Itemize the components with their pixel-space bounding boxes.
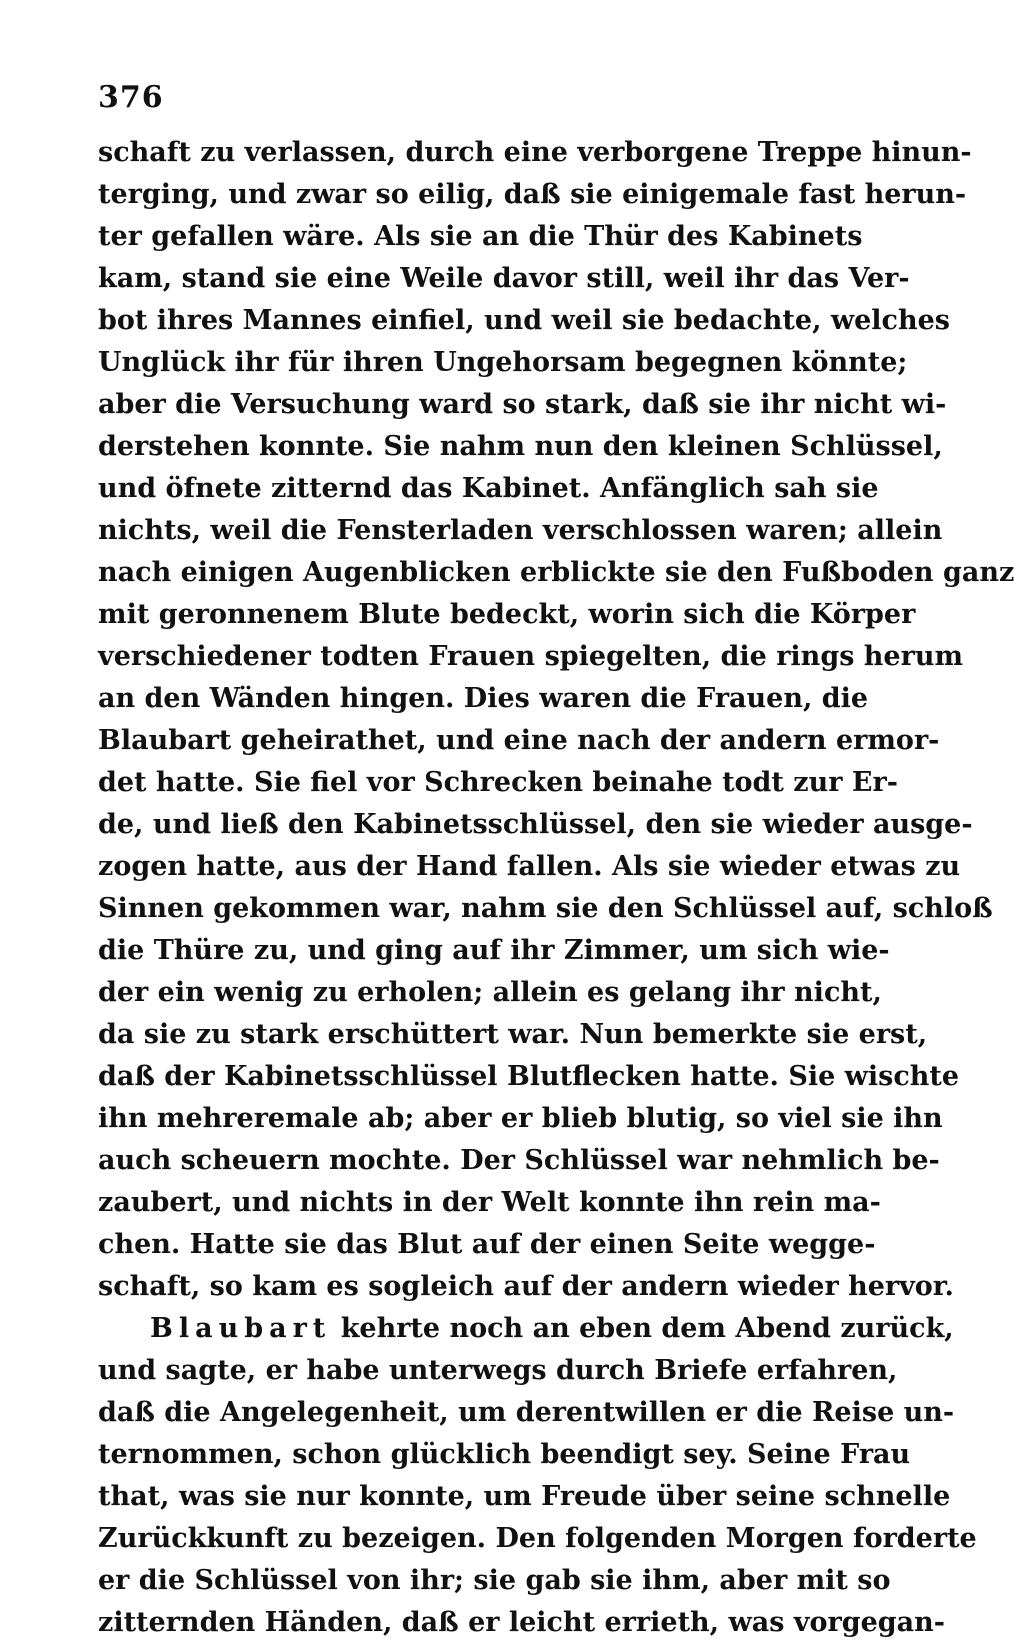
- text-line: die Thüre zu, und ging auf ihr Zimmer, um sich wie-: [98, 935, 890, 966]
- text-line: schaft zu verlassen, durch eine verborgene Treppe hinun-: [98, 137, 972, 168]
- text-line: zaubert, und nichts in der Welt konnte ihn rein ma-: [98, 1187, 881, 1218]
- text-line: bot ihres Mannes einfiel, und weil sie bedachte, welches: [98, 305, 950, 336]
- text-line: Blaubart geheirathet, und eine nach der andern ermor-: [98, 725, 940, 756]
- text-line: da sie zu stark erschüttert war. Nun bemerkte sie erst,: [98, 1019, 928, 1050]
- text-line-rest: kehrte noch an eben dem Abend zurück,: [340, 1313, 954, 1344]
- text-line: aber die Versuchung ward so stark, daß sie ihr nicht wi-: [98, 389, 947, 420]
- paragraph-start-line: [98, 1308, 954, 1350]
- text-line: nichts, weil die Fensterladen verschlossen waren; allein: [98, 515, 943, 546]
- text-line: und öfnete zitternd das Kabinet. Anfänglich sah sie: [98, 473, 879, 504]
- page-number: 376: [98, 80, 164, 115]
- text-line: auch scheuern mochte. Der Schlüssel war nehmlich be-: [98, 1145, 940, 1176]
- text-line: de, und ließ den Kabinetsschlüssel, den sie wieder ausge-: [98, 809, 973, 840]
- text-line: und sagte, er habe unterwegs durch Briefe erfahren,: [98, 1355, 898, 1386]
- text-line: Sinnen gekommen war, nahm sie den Schlüssel auf, schloß: [98, 893, 993, 924]
- text-line: verschiedener todten Frauen spiegelten, die rings herum: [98, 641, 964, 672]
- text-line: mit geronnenem Blute bedeckt, worin sich die Körper: [98, 599, 916, 630]
- body-text: [98, 132, 1014, 1644]
- text-line: ternommen, schon glücklich beendigt sey. Seine Frau: [98, 1439, 911, 1470]
- text-line: zogen hatte, aus der Hand fallen. Als sie wieder etwas zu: [98, 851, 961, 882]
- text-line: daß der Kabinetsschlüssel Blutflecken hatte. Sie wischte: [98, 1061, 960, 1092]
- text-line: that, was sie nur konnte, um Freude über seine schnelle: [98, 1481, 951, 1512]
- text-line: ihn mehreremale ab; aber er blieb blutig, so viel sie ihn: [98, 1103, 943, 1134]
- text-line: zitternden Händen, daß er leicht errieth, was vorgegan-: [98, 1607, 945, 1638]
- text-line: daß die Angelegenheit, um derentwillen er die Reise un-: [98, 1397, 955, 1428]
- text-line: det hatte. Sie fiel vor Schrecken beinahe todt zur Er-: [98, 767, 898, 798]
- text-line: terging, und zwar so eilig, daß sie einigemale fast herun-: [98, 179, 967, 210]
- text-line: chen. Hatte sie das Blut auf der einen Seite wegge-: [98, 1229, 876, 1260]
- text-line: kam, stand sie eine Weile davor still, weil ihr das Ver-: [98, 263, 910, 294]
- text-line: er die Schlüssel von ihr; sie gab sie ihm, aber mit so: [98, 1565, 891, 1596]
- text-line: Unglück ihr für ihren Ungehorsam begegnen könnte;: [98, 347, 908, 378]
- text-line: Zurückkunft zu bezeigen. Den folgenden Morgen forderte: [98, 1523, 977, 1554]
- spaced-name: Blaubart: [150, 1313, 332, 1344]
- text-line: schaft, so kam es sogleich auf der andern wieder hervor.: [98, 1271, 954, 1302]
- text-line: an den Wänden hingen. Dies waren die Frauen, die: [98, 683, 869, 714]
- text-line: derstehen konnte. Sie nahm nun den kleinen Schlüssel,: [98, 431, 943, 462]
- text-line: nach einigen Augenblicken erblickte sie den Fußboden ganz: [98, 557, 1014, 588]
- text-line: ter gefallen wäre. Als sie an die Thür des Kabinets: [98, 221, 863, 252]
- text-line: der ein wenig zu erholen; allein es gelang ihr nicht,: [98, 977, 882, 1008]
